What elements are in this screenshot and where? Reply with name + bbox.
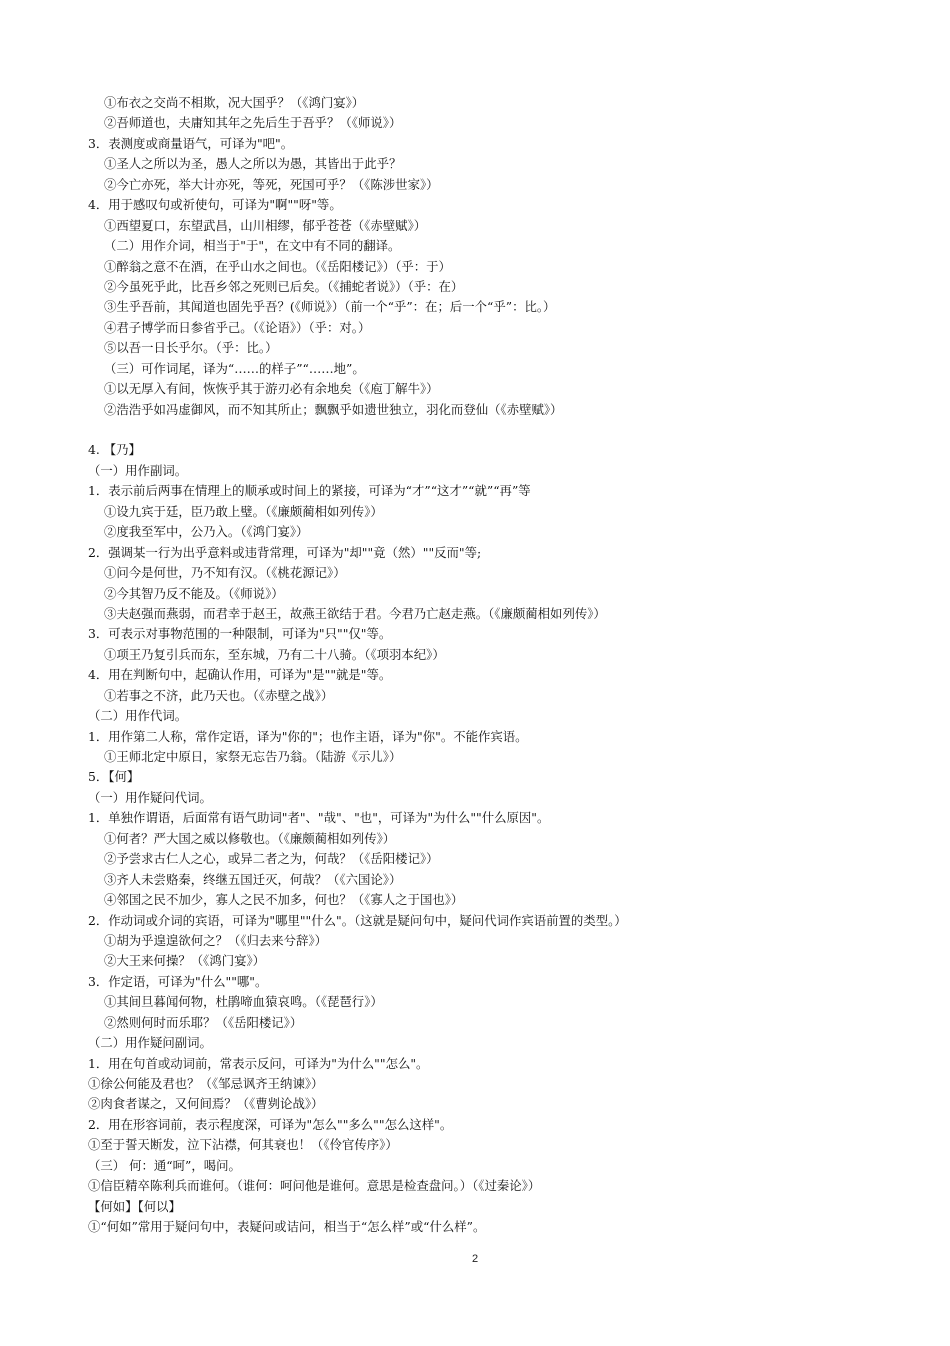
text-line: ②大王来何操？（《鸿门宴》） (104, 953, 266, 969)
text-line: 3．作定语，可译为"什么""哪"。 (88, 973, 268, 989)
text-line: ①圣人之所以为圣，愚人之所以为愚，其皆出于此乎？ (104, 156, 402, 172)
text-line: ②然则何时而乐耶？（《岳阳楼记》） (104, 1014, 303, 1030)
text-line: ①胡为乎遑遑欲何之？（《归去来兮辞》） (104, 932, 328, 948)
text-line: ⑤以吾一日长乎尔。（乎：比。） (104, 340, 278, 356)
document-body (88, 93, 888, 1238)
text-line: 1．用作第二人称，常作定语，译为"你的"；也作主语，译为"你"。不能作宾语。 (88, 728, 528, 744)
text-line: ①设九宾于廷，臣乃敢上璧。（《廉颇蔺相如列传》） (104, 503, 383, 519)
text-line: ②予尝求古仁人之心，或异二者之为，何哉？（《岳阳楼记》） (104, 851, 439, 867)
text-line: 2．强调某一行为出乎意料或违背常理，可译为"却""竟（然）""反而"等; (88, 544, 482, 560)
text-line: 5．【何】 (88, 769, 140, 785)
text-line: 1．单独作谓语，后面常有语气助词"者"、"哉"、"也"，可译为"为什么""什么原因"。 (88, 810, 550, 826)
text-line: （一）用作副词。 (88, 462, 188, 478)
text-line: ③生乎吾前，其闻道也固先乎吾？(《师说》）（前一个“乎”：在；后一个“乎”：比。） (104, 299, 556, 315)
text-line: ②肉食者谋之，又何间焉？（《曹刿论战》） (88, 1096, 324, 1112)
text-line: ①西望夏口，东望武昌，山川相缪，郁乎苍苍（《赤壁赋》） (104, 217, 427, 233)
text-line: ①徐公何能及君也？（《邹忌讽齐王纳谏》） (88, 1076, 324, 1091)
text-line: ②今亡亦死，举大计亦死，等死，死国可乎？（《陈涉世家》） (104, 176, 439, 192)
text-line: ①至于誓天断发，泣下沾襟，何其衰也！（《伶官传序》） (88, 1137, 398, 1153)
text-line: ③齐人未尝赂秦，终继五国迁灭，何哉？（《六国论》） (104, 871, 402, 887)
text-line: 3．表测度或商量语气，可译为"吧"。 (88, 135, 294, 151)
text-line: （三）可作词尾，译为“……的样子”“……地”。 (104, 360, 365, 376)
text-line: ①布衣之交尚不相欺，况大国乎？（《鸿门宴》） (104, 95, 365, 110)
text-line: ①问今是何世，乃不知有汉。（《桃花源记》） (104, 565, 346, 581)
text-line: ①“何如”常用于疑问句中，表疑问或诘问，相当于“怎么样”或“什么样”。 (88, 1219, 486, 1235)
text-line: ①醉翁之意不在酒，在乎山水之间也。（《岳阳楼记》）（乎：于） (104, 258, 451, 274)
text-line: ②吾师道也，夫庸知其年之先后生于吾乎？（《师说》） (104, 115, 402, 131)
text-line: （三） 何：通“呵”，喝问。 (88, 1157, 241, 1173)
text-line: 【何如】【何以】 (88, 1198, 181, 1214)
text-line: ①信臣精卒陈利兵而谁何。（谁何：呵问他是谁何。意思是检查盘问。）（《过秦论》） (88, 1178, 541, 1194)
text-line: （二）用作疑问副词。 (88, 1035, 212, 1051)
text-line: ②浩浩乎如冯虚御风，而不知其所止；飘飘乎如遗世独立，羽化而登仙（《赤壁赋》） (104, 401, 563, 417)
text-line: ③夫赵强而燕弱，而君幸于赵王，故燕王欲结于君。今君乃亡赵走燕。（《廉颇蔺相如列传》） (104, 605, 606, 621)
text-line: 1．用在句首或动词前，常表示反问，可译为"为什么""怎么"。 (88, 1055, 429, 1071)
text-line: 1．表示前后两事在情理上的顺承或时间上的紧接，可译为“才”“这才”“就”“再”等 (88, 483, 531, 499)
blank-line (88, 420, 888, 440)
text-line: ①王师北定中原日，家祭无忘告乃翁。（陆游《示儿》） (104, 749, 402, 764)
text-line: （二）用作介词，相当于"于"，在文中有不同的翻译。 (104, 238, 401, 254)
page-number: 2 (471, 1253, 479, 1265)
text-line: （二）用作代词。 (88, 708, 188, 724)
text-line: ②度我至军中，公乃入。（《鸿门宴》） (104, 524, 309, 540)
text-line: （一）用作疑问代词。 (88, 789, 212, 805)
text-line: ①其间旦暮闻何物，杜鹃啼血猿哀鸣。（《琵琶行》） (104, 994, 383, 1010)
text-line: 2．作动词或介词的宾语，可译为"哪里""什么"。（这就是疑问句中，疑问代词作宾语前置的类型。） (88, 912, 627, 928)
text-line: ①以无厚入有间，恢恢乎其于游刃必有余地矣（《庖丁解牛》） (104, 381, 439, 397)
text-line: 4. 【乃】 (88, 442, 141, 458)
text-line: ①何者？严大国之威以修敬也。（《廉颇蔺相如列传》） (104, 830, 396, 846)
text-line: ④邻国之民不加少，寡人之民不加多，何也？（《寡人之于国也》） (104, 892, 464, 908)
text-line: ①项王乃复引兵而东，至东城，乃有二十八骑。（《项羽本纪》） (104, 646, 445, 662)
text-line: 2．用在形容词前，表示程度深，可译为"怎么""多么""怎么这样"。 (88, 1116, 453, 1132)
text-line: ②今其智乃反不能及。（《师说》） (104, 585, 284, 601)
text-line: ④君子博学而日参省乎己。（《论语》）（乎：对。） (104, 319, 371, 335)
text-line: 3．可表示对事物范围的一种限制，可译为"只""仅"等。 (88, 626, 392, 642)
text-line: 4．用在判断句中，起确认作用，可译为"是""就是"等。 (88, 667, 392, 683)
text-line: ①若事之不济，此乃天也。（《赤壁之战》） (104, 687, 334, 703)
text-line: ②今虽死乎此，比吾乡邻之死则已后矣。（《捕蛇者说》）（乎：在） (104, 278, 464, 294)
text-line: 4．用于感叹句或祈使句，可译为"啊""呀"等。 (88, 197, 342, 213)
